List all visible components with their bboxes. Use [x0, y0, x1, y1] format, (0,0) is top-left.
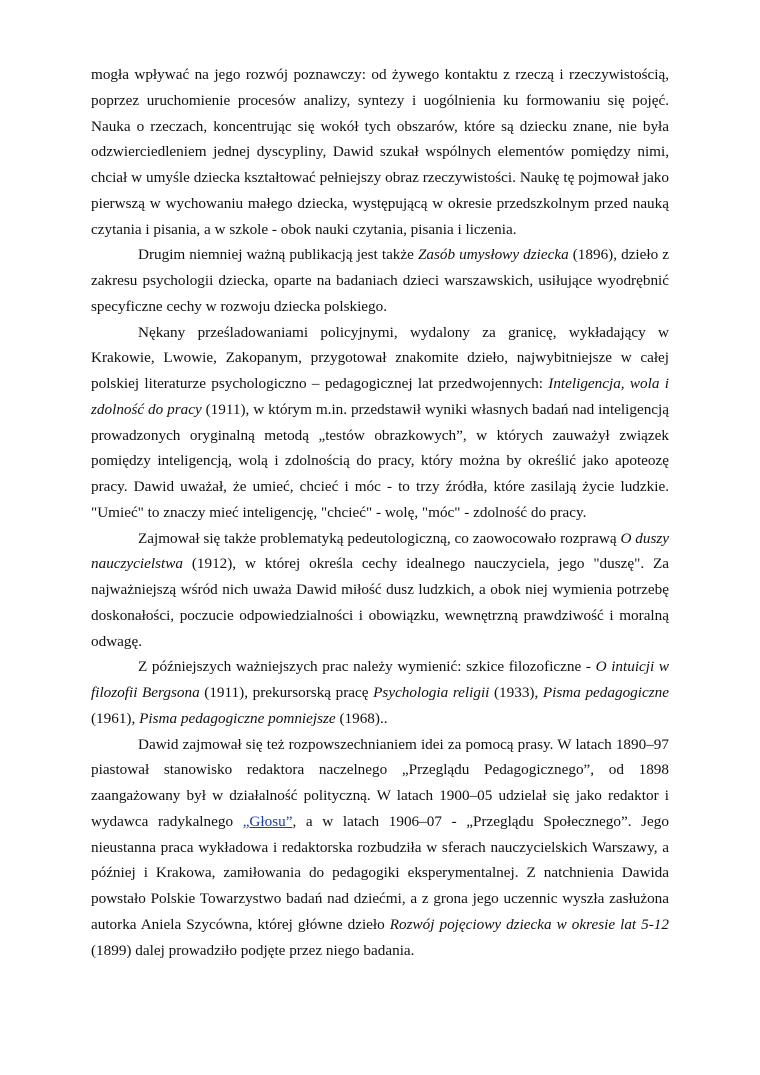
- glos-link[interactable]: „Głosu”: [242, 812, 293, 830]
- p2-text-2: (1896), dzieło z zakresu psychologii dziecka, oparte na badaniach dzieci warszawskich, usiłujące wyodrębnić specyficzne cechy w rozwoju dziecka polskiego.: [91, 246, 670, 315]
- p2-text-1: Drugim niemniej ważną publikacją jest także: [138, 246, 418, 264]
- p6-text-1: Dawid zajmował się też rozpowszechnianiem idei za pomocą prasy. W latach 1890–97 piastował stanowisko redaktora naczelnego „Przeglądu Pedagogicznego”, od 1898 zaangażowany był w działalność polityczną. W latach 1900–05 udzielał się jako redaktor i wydawca radykalnego: [91, 735, 669, 830]
- p4-text-1: Zajmował się także problematyką pedeutologiczną, co zaowocowało rozprawą: [138, 529, 621, 547]
- p5-title-pisma: Pisma pedagogiczne: [542, 684, 669, 701]
- paragraph-1: [91, 62, 669, 242]
- p3-text-1: Nękany prześladowaniami policyjnymi, wydalony za granicę, wykładający w Krakowie, Lwowie, Zakopanym, przygotował znakomite dzieło, najwybitniejsze w całej polskiej literaturze psychologiczno – pedagogicznej lat przedwojennych:: [91, 323, 669, 392]
- p5-title-psychologia: Psychologia religii: [373, 684, 490, 701]
- p4-text-2: (1912), w której określa cechy idealnego nauczyciela, jego "duszę". Za najważniejszą wśród nich uważa Dawid miłość dusz ludzkich, a obok niej wymienia potrzebę doskonałości, poczucie odpowiedzialności i obowiązku, wewnętrzną prawdziwość i moralną odwagę.: [91, 555, 669, 650]
- p5-text-5: (1968)..: [335, 709, 388, 727]
- document-page: [91, 62, 669, 963]
- p6-text-2: , a w latach 1906–07 - „Przeglądu Społecznego”. Jego nieustanna praca wykładowa i redaktorska rozbudziła w sferach nauczycielskich Warszawy, a później i Krakowa, zamiłowania do pedagogiki eksperymentalnej. Z natchnienia Dawida powstało Polskie Towarzystwo badań nad dziećmi, a z grona jego uczennic wyszła zasłużona autorka Aniela Szycówna, której główne dzieło: [91, 812, 669, 933]
- paragraph-4: [91, 526, 669, 655]
- p2-title-zasob: Zasób umysłowy dziecka: [417, 246, 569, 264]
- p3-title-inteligencja: Inteligencja, wola i zdolność do pracy: [91, 375, 669, 418]
- paragraph-2: [91, 242, 669, 319]
- paragraph-5: [91, 654, 669, 731]
- p5-text-3: (1933),: [489, 684, 543, 701]
- p6-text-3: (1899) dalej prowadziło podjęte przez niego badania.: [91, 941, 415, 959]
- p6-title-rozwoj: Rozwój pojęciowy dziecka w okresie lat 5-12: [389, 915, 669, 933]
- p1-text: mogła wpływać na jego rozwój poznawczy: od żywego kontaktu z rzeczą i rzeczywistością, poprzez uruchomienie procesów analizy, syntezy i uogólnienia ku formowaniu się pojęć. Nauka o rzeczach, koncentrując się wokół tych obszarów, które są dziecku znane, nie była odzwierciedleniem jednej dyscypliny, Dawid szukał wspólnych elementów pomiędzy nimi, chciał w umyśle dziecka kształtować pełniejszy obraz rzeczywistości. Naukę tę pojmował jako pierwszą w wychowaniu małego dziecka, występującą w okresie przedszkolnym przed nauką czytania i pisania, a w szkole - obok nauki czytania, pisania i liczenia.: [91, 66, 669, 238]
- p5-title-pisma-pomniejsze: Pisma pedagogiczne pomniejsze: [139, 709, 336, 727]
- p4-title-o-duszy: O duszy nauczycielstwa: [91, 529, 670, 573]
- paragraph-3: [91, 320, 669, 526]
- p5-text-1: Z późniejszych ważniejszych prac należy wymienić: szkice filozoficzne -: [138, 658, 596, 676]
- p3-text-2: (1911), w którym m.in. przedstawił wyniki własnych badań nad inteligencją prowadzonych oryginalną metodą „testów obrazkowych”, w których zauważył związek pomiędzy inteligencją, wolą i zdolnością do pracy, który można by określić jako apoteozę pracy. Dawid uważał, że umieć, chcieć i móc - to trzy źródła, które zasilają życie ludzkie. "Umieć" to znaczy mieć inteligencję, "chcieć" - wolę, "móc" - zdolność do pracy.: [91, 400, 669, 521]
- p5-text-2: (1911), prekursorską pracę: [199, 684, 374, 701]
- p5-title-intuicja: O intuicji w filozofii Bergsona: [91, 658, 669, 701]
- paragraph-6: [91, 732, 669, 964]
- p5-text-4: (1961),: [91, 709, 140, 727]
